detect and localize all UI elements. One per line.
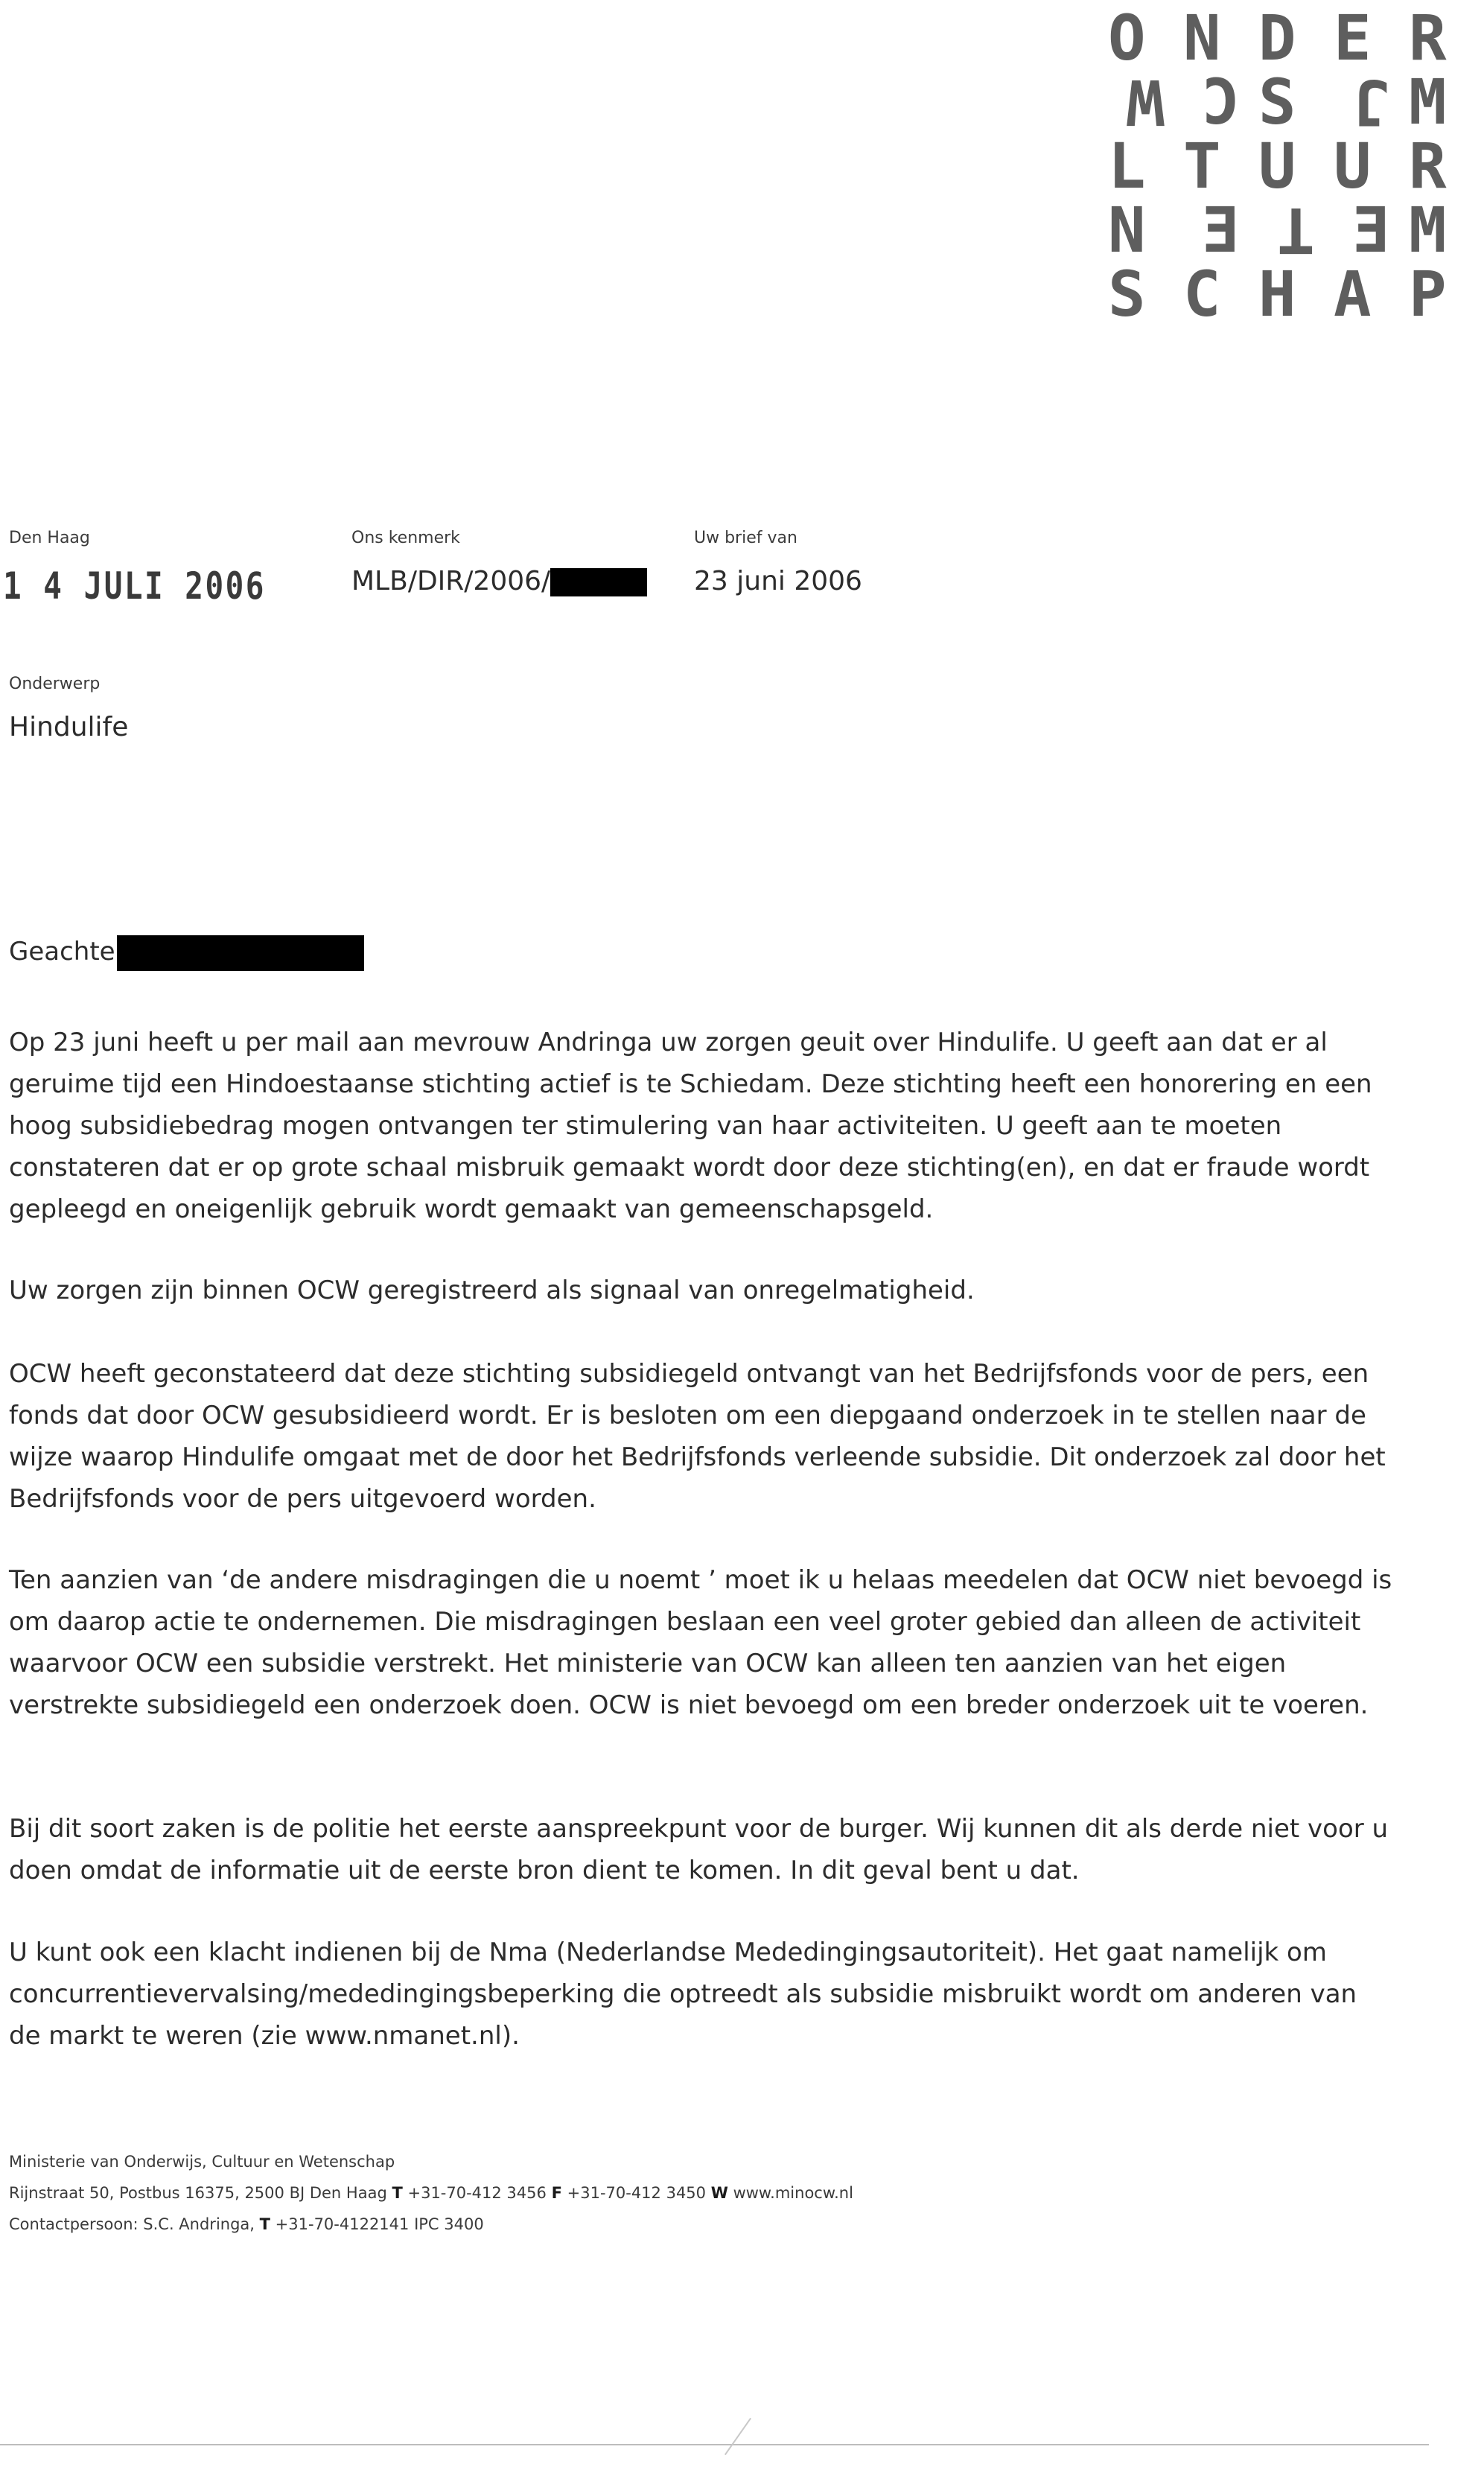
logo-letter: L <box>1108 130 1146 203</box>
scan-mark <box>725 2418 751 2455</box>
letter-paragraph-3 <box>9 1353 1394 1520</box>
logo-row <box>1108 66 1447 139</box>
footer-web-label: W <box>710 2184 728 2202</box>
letter-paragraph-6 <box>9 1932 1394 2057</box>
logo-letter: J <box>1352 66 1390 139</box>
paragraph-text: Ten aanzien van ‘de andere misdragingen die u noemt ’ moet ik u helaas meedelen dat OCW niet bevoegd is om daarop actie te ondernemen. Die misdragingen beslaan een veel groter gebied dan alleen de activiteit waarvoor OCW een subsidie verstrekt. Het ministerie van OCW kan alleen ten aanzien van het eigen verstrekte subsidiegeld een onderzoek doen. OCW is niet bevoegd om een breder onderzoek uit te voeren. <box>9 1565 1392 1720</box>
paragraph-text: U kunt ook een klacht indienen bij de Nma (Nederlandse Mededingingsautoriteit). Het gaat namelijk om concurrentievervalsing/mededingingsbeperking die optreedt als subsidie misbruikt wordt om anderen van de markt te weren (zie www.nmanet.nl). <box>9 1938 1357 2051</box>
salutation-text: Geachte <box>9 937 115 967</box>
redaction-block <box>117 935 364 971</box>
logo-row <box>1108 130 1447 203</box>
logo-letter: U <box>1258 130 1296 203</box>
paragraph-text: Bij dit soort zaken is de politie het eerste aanspreekpunt voor de burger. Wij kunnen dit als derde niet voor u doen omdat de informatie uit de eerste bron dient te komen. In dit geval bent u dat. <box>9 1814 1389 1885</box>
footer-web: www.minocw.nl <box>733 2184 853 2202</box>
letter-date-label: Uw brief van <box>694 529 797 547</box>
ministry-logo <box>1108 1 1447 331</box>
scan-edge-divider <box>0 2444 1429 2445</box>
paragraph-text: OCW heeft geconstateerd dat deze stichting subsidiegeld ontvangt van het Bedrijfsfonds voor de pers, een fonds dat door OCW gesubsidieerd wordt. Er is besloten om een diepgaand onderzoek in te stellen naar de wijze waarop Hindulife omgaat met de door het Bedrijfsfonds verleende subsidie. Dit onderzoek zal door het Bedrijfsfonds voor de pers uitgevoerd worden. <box>9 1359 1386 1514</box>
logo-row <box>1108 1 1447 74</box>
logo-letter: O <box>1108 1 1146 74</box>
letter-paragraph-4 <box>9 1559 1394 1726</box>
footer-contact-tel: +31-70-4122141 IPC 3400 <box>275 2215 484 2233</box>
footer-fax-label: F <box>551 2184 562 2202</box>
logo-letter: E <box>1352 194 1390 267</box>
footer-fax: +31-70-412 3450 <box>567 2184 707 2202</box>
letter-footer <box>9 2146 853 2240</box>
logo-letter: T <box>1183 130 1221 203</box>
logo-letter: S <box>1108 258 1146 331</box>
logo-letter: M <box>1409 66 1447 139</box>
logo-letter: C <box>1183 258 1221 331</box>
logo-row <box>1108 194 1447 267</box>
redaction-block <box>550 568 647 596</box>
logo-letter: N <box>1183 1 1221 74</box>
logo-letter: W <box>1127 66 1165 139</box>
reference-label: Ons kenmerk <box>351 529 460 547</box>
logo-letter: N <box>1108 194 1146 267</box>
letter-paragraph-2 <box>9 1270 1394 1311</box>
footer-contact-line <box>9 2209 853 2240</box>
subject-value: Hindulife <box>9 712 129 742</box>
logo-letter: P <box>1409 258 1447 331</box>
paragraph-text: Uw zorgen zijn binnen OCW geregistreerd als signaal van onregelmatigheid. <box>9 1276 975 1305</box>
footer-tel-label: T <box>392 2184 403 2202</box>
salutation <box>9 931 1394 973</box>
logo-letter: R <box>1409 130 1447 203</box>
logo-letter: R <box>1409 1 1447 74</box>
place-label: Den Haag <box>9 529 90 547</box>
logo-letter: T <box>1277 194 1315 267</box>
footer-contact: Contactpersoon: S.C. Andringa, <box>9 2215 255 2233</box>
letter-paragraph-1 <box>9 1022 1394 1230</box>
logo-letter: C <box>1202 66 1240 139</box>
logo-letter: S <box>1258 66 1296 139</box>
logo-letter: A <box>1334 258 1372 331</box>
footer-ministry: Ministerie van Onderwijs, Cultuur en Wetenschap <box>9 2153 395 2171</box>
logo-row <box>1108 258 1447 331</box>
letter-paragraph-5 <box>9 1808 1394 1891</box>
footer-contact-tel-label: T <box>259 2215 270 2233</box>
logo-letter: M <box>1409 194 1447 267</box>
footer-address-line <box>9 2177 853 2209</box>
logo-letter: U <box>1334 130 1372 203</box>
footer-tel: +31-70-412 3456 <box>407 2184 547 2202</box>
reference-value <box>351 566 647 596</box>
logo-letter: E <box>1334 1 1372 74</box>
logo-letter: E <box>1202 194 1240 267</box>
paragraph-text: Op 23 juni heeft u per mail aan mevrouw Andringa uw zorgen geuit over Hindulife. U geeft aan dat er al geruime tijd een Hindoestaanse stichting actief is te Schiedam. Deze stichting heeft een honorering en een hoog subsidiebedrag mogen ontvangen ter stimulering van haar activiteiten. U geeft aan te moeten constateren dat er op grote schaal misbruik gemaakt wordt door deze stichting(en), en dat er fraude wordt gepleegd en oneigenlijk gebruik wordt gemaakt van gemeenschapsgeld. <box>9 1028 1372 1224</box>
subject-label: Onderwerp <box>9 675 101 693</box>
letter-date-value: 23 juni 2006 <box>694 566 862 596</box>
logo-letter: D <box>1258 1 1296 74</box>
footer-address: Rijnstraat 50, Postbus 16375, 2500 BJ Den Haag <box>9 2184 387 2202</box>
date-stamp: 1 4 JULI 2006 <box>3 564 266 608</box>
logo-letter: H <box>1258 258 1296 331</box>
reference-number: MLB/DIR/2006/ <box>351 566 551 596</box>
